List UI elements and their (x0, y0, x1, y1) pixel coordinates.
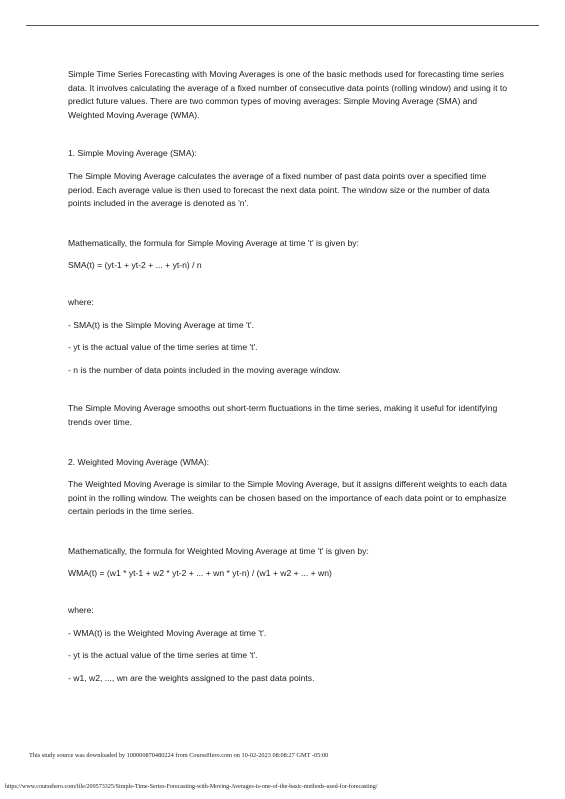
wma-heading: 2. Weighted Moving Average (WMA): (68, 456, 210, 467)
sma-description: The Simple Moving Average calculates the average of a fixed number of past data points over a specified time period. Each average value is then used to forecast the next data point. The window size or the number of data points included in the average is denoted as 'n'. (68, 170, 490, 209)
wma-definition-item: - w1, w2, ..., wn are the weights assigned to the past data points. (68, 672, 315, 683)
sma-formula: SMA(t) = (yt-1 + yt-2 + ... + yt-n) / n (68, 260, 202, 271)
sma-where-label: where: (68, 296, 94, 307)
wma-definition-item: - WMA(t) is the Weighted Moving Average at time 't'. (68, 627, 267, 638)
sma-heading: 1. Simple Moving Average (SMA): (68, 148, 197, 159)
wma-definition-item: - yt is the actual value of the time series at time 't'. (68, 650, 258, 661)
sma-definition-item: - SMA(t) is the Simple Moving Average at time 't'. (68, 319, 255, 330)
download-source-note: This study source was downloaded by 100000870480224 from CourseHero.com on 10-02-2023 08:08:27 GMT -05:00 (29, 752, 329, 759)
document-body (68, 68, 508, 694)
document-url[interactable]: https://www.coursehero.com/file/209573325/Simple-Time-Series-Forecasting-with-Moving-Averages-is-one-of-the-basic-methods-used-for-forecasting/ (5, 784, 378, 790)
sma-definition-item: - n is the number of data points included in the moving average window. (68, 364, 341, 375)
header-rule (26, 25, 539, 26)
sma-summary: The Simple Moving Average smooths out short-term fluctuations in the time series, making it useful for identifying trends over time. (68, 403, 498, 427)
intro-paragraph: Simple Time Series Forecasting with Moving Averages is one of the basic methods used for forecasting time series data. It involves calculating the average of a fixed number of consecutive data points (rolling window) and using it to predict future values. There are two common types of moving averages: Simple Moving Average (SMA) and Weighted Moving Average (WMA). (68, 69, 508, 120)
sma-definition-item: - yt is the actual value of the time series at time 't'. (68, 342, 258, 353)
wma-where-label: where: (68, 605, 94, 616)
wma-formula: WMA(t) = (w1 * yt-1 + w2 * yt-2 + ... + wn * yt-n) / (w1 + w2 + ... + wn) (68, 568, 332, 579)
sma-formula-intro: Mathematically, the formula for Simple Moving Average at time 't' is given by: (68, 237, 359, 248)
wma-description: The Weighted Moving Average is similar to the Simple Moving Average, but it assigns different weights to each data point in the rolling window. The weights can be chosen based on the importance of each data point or to emphasize certain periods in the time series. (68, 479, 507, 517)
wma-formula-intro: Mathematically, the formula for Weighted Moving Average at time 't' is given by: (68, 545, 369, 556)
